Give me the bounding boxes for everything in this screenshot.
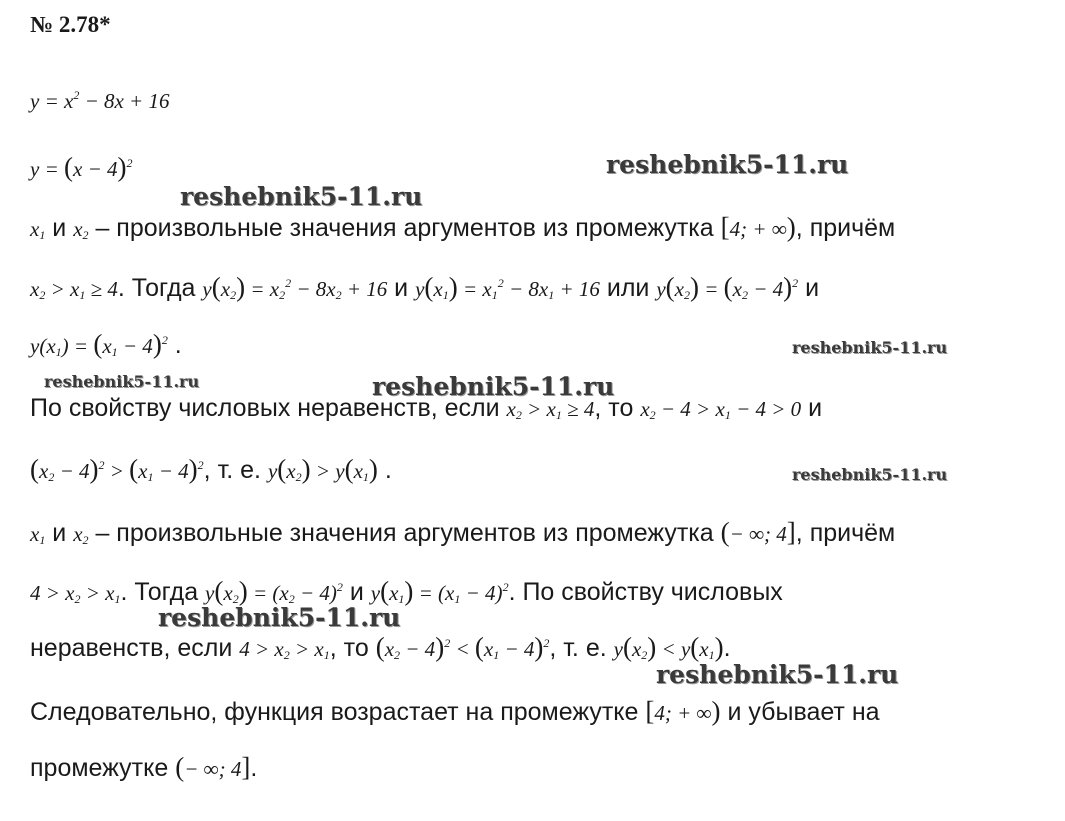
line-arbitrary-values-1: $x_1$ и $x_2$ – произвольные значения аргументов из промежутка [4; + ∞), причём bbox=[30, 212, 896, 242]
problem-number: № 2.78* bbox=[30, 12, 111, 37]
watermark: reshebnik5-11.ru bbox=[606, 150, 849, 179]
line-arbitrary-values-2: $x_1$ и $x_2$ – произвольные значения аргументов из промежутка (− ∞; 4], причём bbox=[30, 517, 896, 547]
watermark: reshebnik5-11.ru bbox=[792, 338, 948, 357]
watermark: reshebnik5-11.ru bbox=[158, 603, 401, 632]
line-then-2: $4 > x_2 > x_1$. Тогда $y(x_2) = (x_2 - 4)^2$ и $y(x_1) = (x_1 - 4)^2$. По свойству числовых bbox=[30, 576, 783, 606]
watermark: reshebnik5-11.ru bbox=[792, 465, 948, 484]
line-conclusion-1: $(x_2 - 4)^2 > (x_1 - 4)^2$, т. е. $y(x_2) > y(x_1)$ . bbox=[30, 454, 392, 484]
line-then-1: $x_2 > x_1 \ge 4$. Тогда $y(x_2) = x_2^2 - 8x_2 + 16$ и $y(x_1) = x_1^2 - 8x_1 + 16$ или $y(x_2) = (x_2 - 4)^2$ и bbox=[30, 272, 820, 302]
watermark: reshebnik5-11.ru bbox=[656, 660, 899, 689]
line-y-x1: $y(x_1) = (x_1 - 4)^2$ . bbox=[30, 329, 182, 359]
line-summary-2: промежутке (− ∞; 4]. bbox=[30, 752, 258, 782]
equation-1 bbox=[30, 80, 169, 116]
watermark: reshebnik5-11.ru bbox=[372, 372, 615, 401]
line-summary-1: Следовательно, функция возрастает на промежутке [4; + ∞) и убывает на bbox=[30, 696, 880, 726]
watermark: reshebnik5-11.ru bbox=[180, 182, 423, 211]
equation-2: $y = (x - 4)^2$ bbox=[30, 152, 133, 182]
line-property-1: По свойству числовых неравенств, если $x_2 > x_1 \ge 4$, то $x_2 - 4 > x_1 - 4 > 0$ и bbox=[30, 394, 823, 422]
line-conclusion-2: неравенств, если $4 > x_2 > x_1$, то $(x_2 - 4)^2 < (x_1 - 4)^2$, т. е. $y(x_2) < y(x_1)$. bbox=[30, 632, 731, 662]
equation-1-text: $y = x^2 - 8x + 16$ bbox=[30, 88, 170, 113]
watermark: reshebnik5-11.ru bbox=[44, 372, 200, 391]
